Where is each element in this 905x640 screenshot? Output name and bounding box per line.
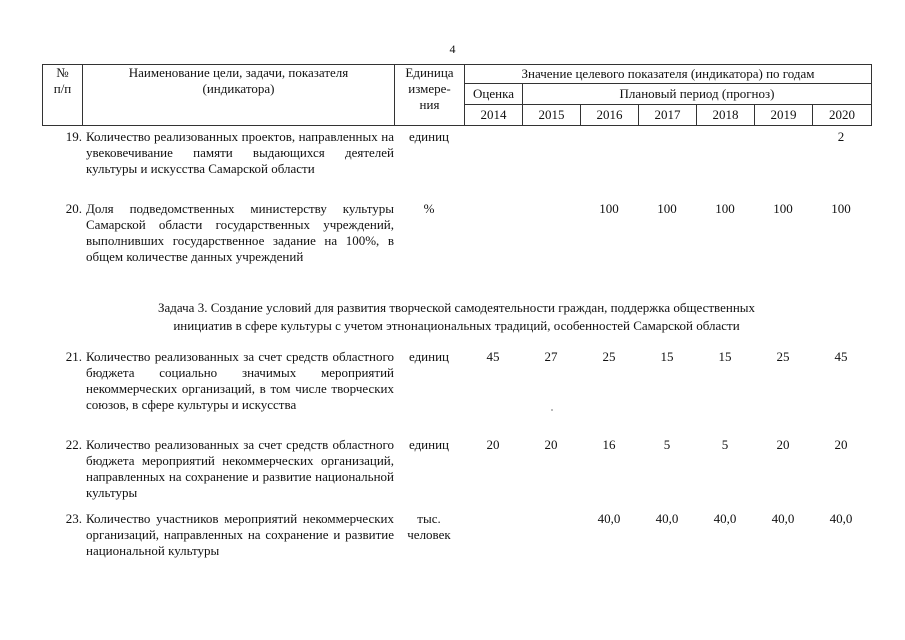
row-unit <box>394 511 464 543</box>
header-plan: Плановый период (прогноз) <box>523 84 872 105</box>
row-value-2017: 40,0 <box>655 511 679 526</box>
row-unit-line: тыс. <box>417 511 441 526</box>
header-year: 2020 <box>813 105 872 126</box>
header-unit-line: ния <box>419 97 440 112</box>
row-value-2016: 25 <box>602 349 616 364</box>
row-value-2018: 5 <box>721 437 729 452</box>
page-number: 4 <box>449 42 456 56</box>
header-unit-cell <box>395 65 465 126</box>
row-name: Количество реализованных за счет средств областного бюджета мероприятий некоммерческих организаций, направленных на сохранение и развитие национальной культуры <box>86 437 394 500</box>
table-row <box>42 129 871 197</box>
row-name: Количество реализованных проектов, направленных на увековечивание памяти выдающихся деятелей культуры и искусства Самарской области <box>86 129 394 176</box>
row-name: Доля подведомственных министерству культуры Самарской области государственных учреждений, выполнивших государственное задание на 100%, в общем количестве данных учреждений <box>86 201 394 264</box>
header-num-line: п/п <box>53 81 72 96</box>
table-header <box>42 64 872 126</box>
row-value-2020: 40,0 <box>829 511 853 526</box>
row-value-2020: 45 <box>834 349 848 364</box>
header-year: 2015 <box>523 105 581 126</box>
row-name: Количество участников мероприятий некоммерческих организаций, направленных на сохранение и развитие национальной культуры <box>86 511 394 558</box>
row-unit: единиц <box>408 349 450 364</box>
header-num-cell <box>43 65 83 126</box>
task-heading <box>42 299 871 335</box>
row-value-2016: 16 <box>602 437 616 452</box>
row-number: 23. <box>65 511 82 526</box>
table-row <box>42 437 871 505</box>
header-num-line: № <box>56 65 69 80</box>
row-value-2020: 20 <box>834 437 848 452</box>
row-name: Количество реализованных за счет средств областного бюджета социально значимых мероприятий некоммерческих организаций, в том числе творческих союзов, в сфере культуры и искусства <box>86 349 394 412</box>
row-number: 19. <box>65 129 82 144</box>
header-unit-line: Единица <box>405 65 454 80</box>
scan-speck <box>551 409 553 411</box>
row-value-2016: 40,0 <box>597 511 621 526</box>
row-value-2020: 2 <box>837 129 845 144</box>
header-year: 2014 <box>465 105 523 126</box>
header-year: 2016 <box>581 105 639 126</box>
header-values-title: Значение целевого показателя (индикатора) по годам <box>465 65 872 84</box>
row-value-2018: 100 <box>715 201 735 216</box>
header-year: 2018 <box>697 105 755 126</box>
row-value-2014: 20 <box>486 437 500 452</box>
task-heading-line: Задача 3. Создание условий для развития творческой самодеятельности граждан, поддержка общественных <box>157 300 756 315</box>
row-value-2019: 40,0 <box>771 511 795 526</box>
row-number: 22. <box>65 437 82 452</box>
row-value-2020: 100 <box>831 201 851 216</box>
row-value-2015: 20 <box>544 437 558 452</box>
header-name-line: Наименование цели, задачи, показателя <box>128 65 349 80</box>
row-number: 20. <box>65 201 82 216</box>
row-unit: единиц <box>408 437 450 452</box>
row-value-2018: 15 <box>718 349 732 364</box>
row-value-2015: 27 <box>544 349 558 364</box>
row-value-2019: 20 <box>776 437 790 452</box>
row-value-2016: 100 <box>599 201 619 216</box>
header-estimate: Оценка <box>465 84 523 105</box>
row-value-2019: 100 <box>773 201 793 216</box>
row-unit-line: человек <box>407 527 451 542</box>
row-value-2019: 25 <box>776 349 790 364</box>
table-row <box>42 201 871 285</box>
header-year: 2017 <box>639 105 697 126</box>
row-value-2014: 45 <box>486 349 500 364</box>
header-unit-line: измере- <box>408 81 451 96</box>
header-year: 2019 <box>755 105 813 126</box>
row-number: 21. <box>65 349 82 364</box>
table-row <box>42 349 871 433</box>
row-unit: единиц <box>408 129 450 144</box>
table-row <box>42 511 871 563</box>
header-name-line: (индикатора) <box>202 81 275 96</box>
row-unit: % <box>423 201 435 216</box>
row-value-2018: 40,0 <box>713 511 737 526</box>
row-value-2017: 5 <box>663 437 671 452</box>
header-name-cell <box>83 65 395 126</box>
row-value-2017: 100 <box>657 201 677 216</box>
row-value-2017: 15 <box>660 349 674 364</box>
task-heading-line: инициатив в сфере культуры с учетом этнонациональных традиций, особенностей Самарской области <box>173 318 740 333</box>
